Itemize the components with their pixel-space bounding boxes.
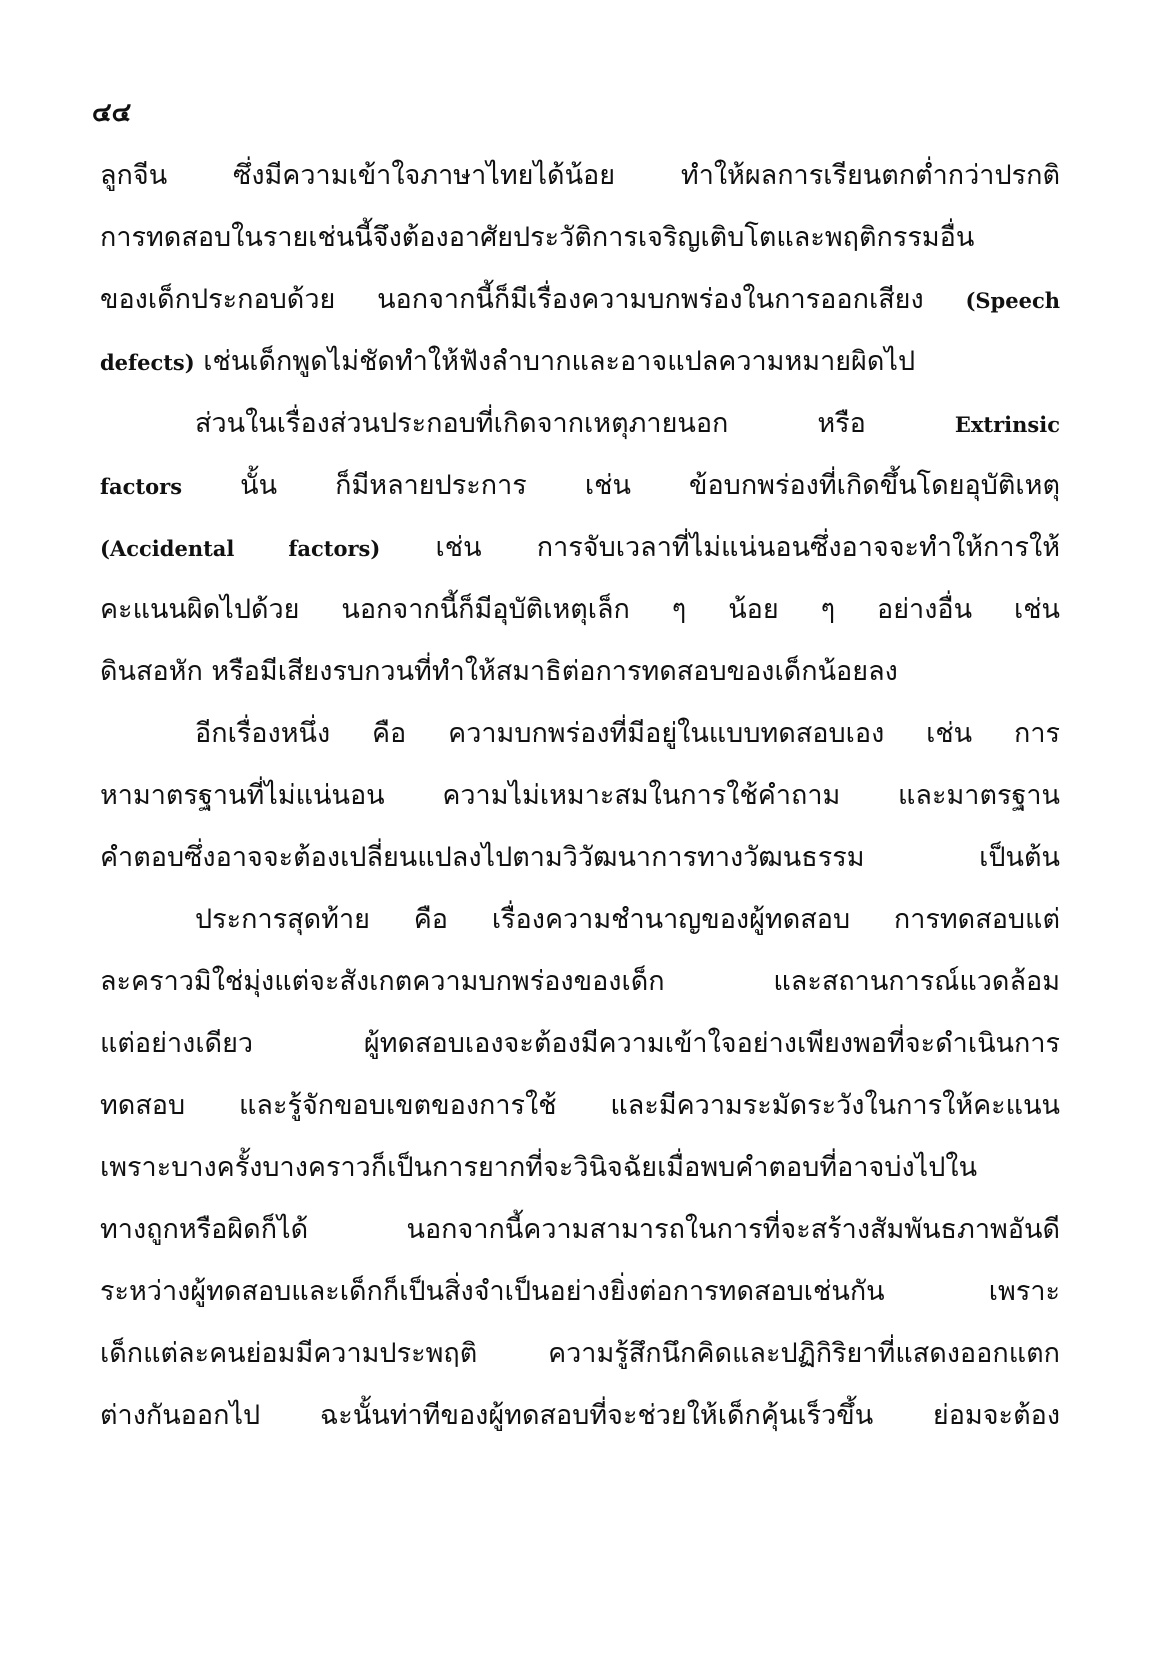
line-text: ละคราวมิใช่มุ่งแต่จะสังเกตความบกพร่องของเด็ก และสถานการณ์แวดล้อม: [100, 966, 1060, 997]
line-text: ต่างกันออกไป ฉะนั้นท่าทีของผู้ทดสอบที่จะช่วยให้เด็กคุ้นเร็วขึ้น ย่อมจะต้อง: [100, 1400, 1060, 1431]
text-line: [100, 269, 1060, 331]
text-line: [100, 1261, 1060, 1323]
line-text: ของเด็กประกอบด้วย นอกจากนี้ก็มีเรื่องความบกพร่องในการออกเสียง: [100, 284, 966, 315]
latin-term: Extrinsic: [954, 412, 1060, 437]
text-line: [100, 1199, 1060, 1261]
text-line: [100, 1385, 1060, 1447]
line-text: เพราะบางครั้งบางคราวก็เป็นการยากที่จะวินิจฉัยเมื่อพบคำตอบที่อาจบ่งไปใน: [100, 1152, 978, 1183]
latin-term: defects): [100, 350, 195, 375]
text-line: [100, 1013, 1060, 1075]
latin-term: factors: [100, 474, 183, 499]
text-line: [100, 1137, 1060, 1199]
line-text: นั้น ก็มีหลายประการ เช่น ข้อบกพร่องที่เกิดขึ้นโดยอุบัติเหตุ: [182, 470, 1060, 501]
text-line: [100, 207, 1060, 269]
line-text: เช่นเด็กพูดไม่ชัดทำให้ฟังลำบากและอาจแปลความหมายผิดไป: [194, 346, 916, 377]
text-line: [100, 827, 1060, 889]
text-line: [100, 703, 1060, 765]
text-line: [100, 951, 1060, 1013]
body-text: [100, 145, 1060, 1447]
text-line: [100, 331, 1060, 393]
line-text: ทดสอบ และรู้จักขอบเขตของการใช้ และมีความระมัดระวังในการให้คะแนน: [100, 1090, 1060, 1121]
text-line: [100, 641, 1060, 703]
text-line: [100, 1323, 1060, 1385]
text-line: [100, 889, 1060, 951]
text-line: [100, 517, 1060, 579]
text-line: [100, 1075, 1060, 1137]
line-text: อีกเรื่องหนึ่ง คือ ความบกพร่องที่มีอยู่ในแบบทดสอบเอง เช่น การ: [195, 718, 1060, 749]
line-text: เช่น การจับเวลาที่ไม่แน่นอนซึ่งอาจจะทำให้การให้: [380, 532, 1060, 563]
line-text: คำตอบซึ่งอาจจะต้องเปลี่ยนแปลงไปตามวิวัฒนาการทางวัฒนธรรม เป็นต้น: [100, 842, 1060, 873]
line-text: ลูกจีน ซึ่งมีความเข้าใจภาษาไทยได้น้อย ทำให้ผลการเรียนตกต่ำกว่าปรกติ: [100, 160, 1060, 191]
line-text: หามาตรฐานที่ไม่แน่นอน ความไม่เหมาะสมในการใช้คำถาม และมาตรฐาน: [100, 780, 1060, 811]
latin-term: (Accidental factors): [100, 536, 381, 561]
text-line: [100, 579, 1060, 641]
line-text: ระหว่างผู้ทดสอบและเด็กก็เป็นสิ่งจำเป็นอย่างยิ่งต่อการทดสอบเช่นกัน เพราะ: [100, 1276, 1060, 1307]
line-text: ทางถูกหรือผิดก็ได้ นอกจากนี้ความสามารถในการที่จะสร้างสัมพันธภาพอันดี: [100, 1214, 1060, 1245]
page-number: ๔๔: [92, 98, 132, 128]
line-text: ดินสอหัก หรือมีเสียงรบกวนที่ทำให้สมาธิต่อการทดสอบของเด็กน้อยลง: [100, 656, 898, 687]
line-text: แต่อย่างเดียว ผู้ทดสอบเองจะต้องมีความเข้าใจอย่างเพียงพอที่จะดำเนินการ: [100, 1028, 1060, 1059]
line-text: คะแนนผิดไปด้วย นอกจากนี้ก็มีอุบัติเหตุเล็ก ๆ น้อย ๆ อย่างอื่น เช่น: [100, 594, 1060, 625]
latin-term: (Speech: [965, 288, 1060, 313]
text-line: [100, 145, 1060, 207]
line-text: ส่วนในเรื่องส่วนประกอบที่เกิดจากเหตุภายนอก หรือ: [195, 408, 955, 439]
text-line: [100, 455, 1060, 517]
line-text: การทดสอบในรายเช่นนี้จึงต้องอาศัยประวัติการเจริญเติบโตและพฤติกรรมอื่น: [100, 222, 975, 253]
text-line: [100, 765, 1060, 827]
line-text: เด็กแต่ละคนย่อมมีความประพฤติ ความรู้สึกนึกคิดและปฏิกิริยาที่แสดงออกแตก: [100, 1338, 1060, 1369]
line-text: ประการสุดท้าย คือ เรื่องความชำนาญของผู้ทดสอบ การทดสอบแต่: [195, 904, 1060, 935]
text-line: [100, 393, 1060, 455]
